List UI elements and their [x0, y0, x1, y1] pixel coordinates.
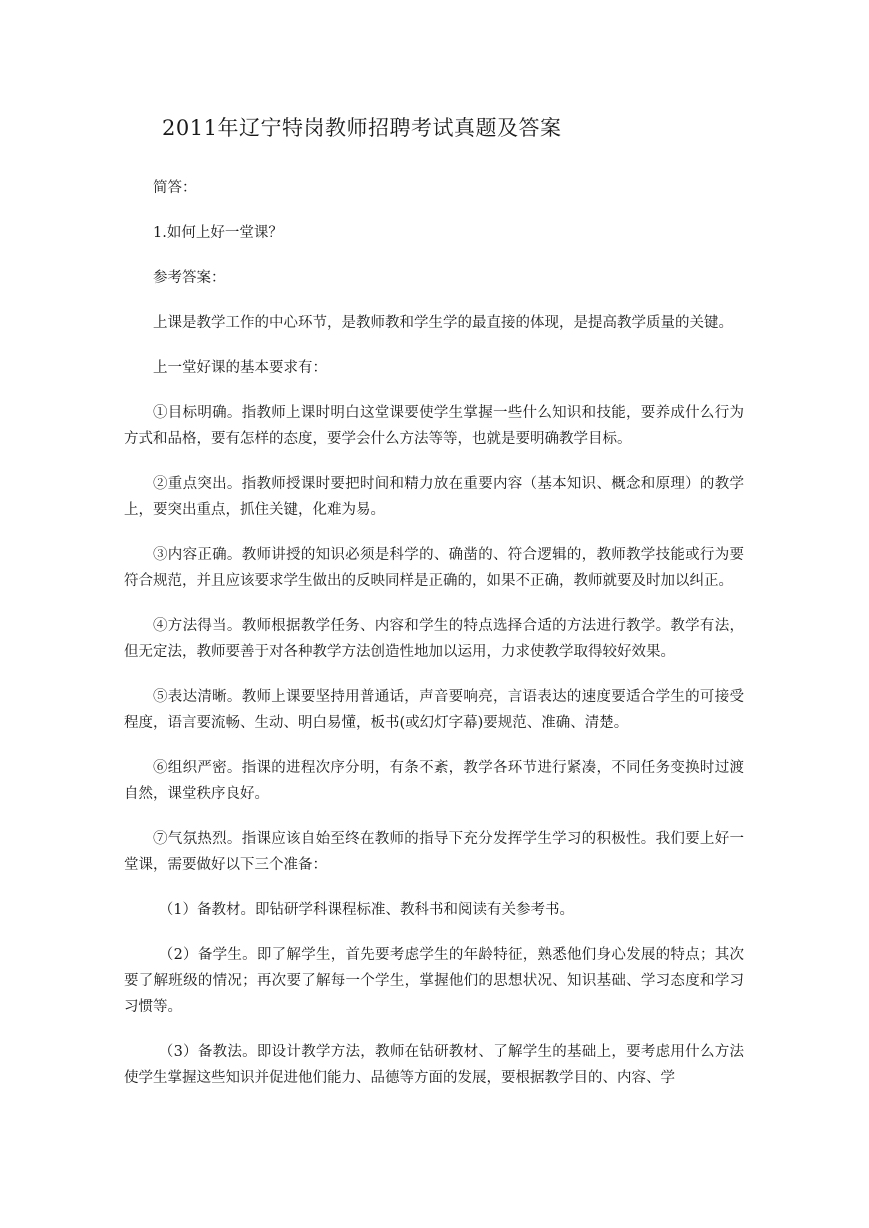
sub-item: （3）备教法。即设计教学方法，教师在钻研教材、了解学生的基础上，要考虑用什么方法使学生掌握这些知识并促进他们能力、品德等方面的发展，要根据教学目的、内容、学: [124, 1044, 744, 1086]
list-item: ⑤表达清晰。教师上课要坚持用普通话，声音要响亮，言语表达的速度要适合学生的可接受程度，语言要流畅、生动、明白易懂，板书(或幻灯字幕)要规范、准确、清楚。: [124, 689, 744, 731]
question: 1.如何上好一堂课？: [153, 225, 283, 241]
list-item: ②重点突出。指教师授课时要把时间和精力放在重要内容（基本知识、概念和原理）的教学上，要突出重点，抓住关键，化难为易。: [124, 476, 744, 518]
list-item: ①目标明确。指教师上课时明白这堂课要使学生掌握一些什么知识和技能，要养成什么行为方式和品格，要有怎样的态度，要学会什么方法等等，也就是要明确教学目标。: [124, 405, 744, 447]
list-item: ⑥组织严密。指课的进程次序分明，有条不紊，教学各环节进行紧凑，不同任务变换时过渡自然，课堂秩序良好。: [124, 760, 744, 802]
paragraph: 上一堂好课的基本要求有：: [153, 360, 327, 376]
list-item: ④方法得当。教师根据教学任务、内容和学生的特点选择合适的方法进行教学。教学有法，但无定法，教师要善于对各种教学方法创造性地加以运用，力求使教学取得较好效果。: [124, 618, 744, 660]
list-item: ⑦气氛热烈。指课应该自始至终在教师的指导下充分发挥学生学习的积极性。我们要上好一堂课，需要做好以下三个准备：: [124, 831, 744, 873]
document-body: [124, 175, 744, 1110]
answer-heading: 参考答案：: [153, 270, 226, 286]
sub-item: （1）备教材。即钻研学科课程标准、教科书和阅读有关参考书。: [158, 902, 575, 918]
document-title: 2011年辽宁特岗教师招聘考试真题及答案: [162, 116, 562, 140]
section-heading: 简答：: [153, 180, 197, 196]
paragraph: 上课是教学工作的中心环节，是教师教和学生学的最直接的体现，是提高教学质量的关键。: [153, 315, 733, 331]
sub-item: （2）备学生。即了解学生，首先要考虑学生的年龄特征，熟悉他们身心发展的特点；其次要了解班级的情况；再次要了解每一个学生，掌握他们的思想状况、知识基础、学习态度和学习习惯等。: [124, 947, 744, 1015]
list-item: ③内容正确。教师讲授的知识必须是科学的、确凿的、符合逻辑的，教师教学技能或行为要符合规范，并且应该要求学生做出的反映同样是正确的，如果不正确，教师就要及时加以纠正。: [124, 547, 744, 589]
